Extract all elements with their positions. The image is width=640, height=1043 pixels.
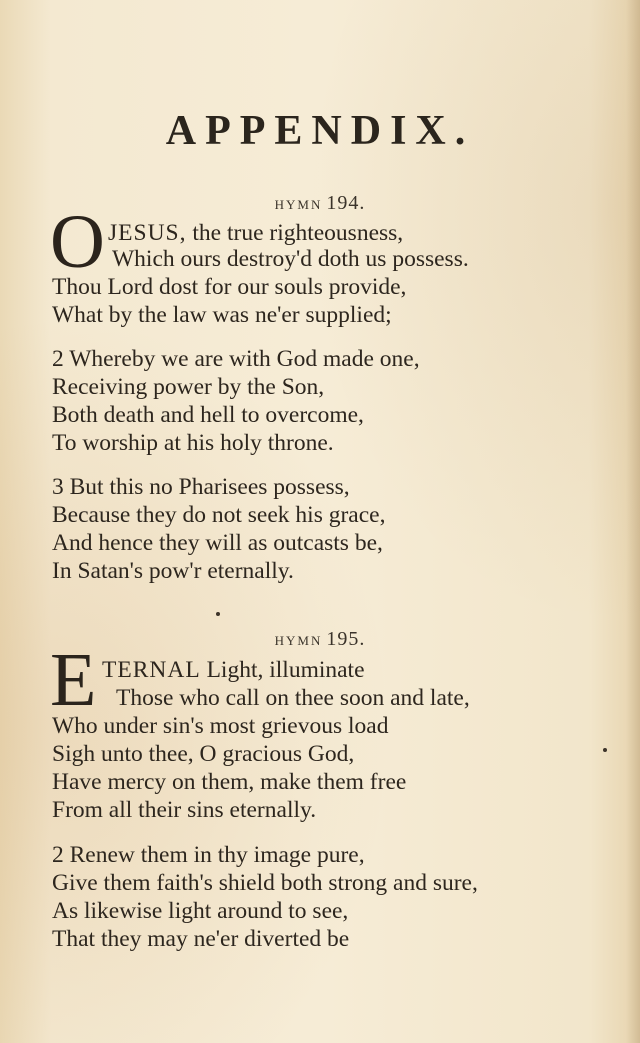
- hymn-195-line-5: Have mercy on them, make them free: [52, 769, 407, 795]
- hymn-number: 194.: [326, 192, 366, 214]
- hymn-195-line-2: Those who call on thee soon and late,: [116, 685, 470, 711]
- hymn-195-line-6: From all their sins eternally.: [52, 797, 317, 823]
- hymn-195-verse-2-line-4: That they may ne'er diverted be: [52, 926, 350, 952]
- ink-speck: [216, 612, 220, 616]
- hymn-194-verse-3-line-3: And hence they will as outcasts be,: [52, 530, 383, 556]
- hymn-number: 195.: [326, 628, 366, 650]
- hymn-195-heading: [0, 628, 640, 651]
- hymn-195-verse-2-line-1: 2 Renew them in thy image pure,: [52, 842, 365, 868]
- hymn-194-verse-2-line-1: 2 Whereby we are with God made one,: [52, 346, 420, 372]
- appendix-title: APPENDIX.: [165, 108, 475, 154]
- hymn-194-dropcap: O: [50, 200, 105, 284]
- hymn-195-line-1: [102, 656, 365, 684]
- hymn-195-verse-2-line-3: As likewise light around to see,: [52, 898, 349, 924]
- hymn-194-line-4: What by the law was ne'er supplied;: [52, 302, 392, 328]
- hymn-label: HYMN: [274, 197, 323, 212]
- hymn-194-line-3: Thou Lord dost for our souls provide,: [52, 274, 407, 300]
- hymn-194-verse-2-line-2: Receiving power by the Son,: [52, 374, 325, 400]
- ink-speck: [603, 748, 607, 752]
- hymn-195-dropcap: E: [50, 638, 97, 722]
- hymn-194-line-2: Which ours destroy'd doth us possess.: [112, 246, 469, 272]
- first-rest: the true righteousness,: [186, 220, 404, 246]
- hymn-194-verse-3-line-4: In Satan's pow'r eternally.: [52, 558, 294, 584]
- first-word: TERNAL: [102, 657, 201, 683]
- first-word: JESUS,: [108, 220, 187, 246]
- hymn-195-line-4: Sigh unto thee, O gracious God,: [52, 741, 355, 767]
- hymn-195-verse-2-line-2: Give them faith's shield both strong and sure,: [52, 870, 478, 896]
- hymn-195-line-3: Who under sin's most grievous load: [52, 713, 389, 739]
- hymn-194-verse-3-line-1: 3 But this no Pharisees possess,: [52, 474, 350, 500]
- first-rest: Light, illuminate: [200, 657, 365, 683]
- hymn-194-verse-2-line-3: Both death and hell to overcome,: [52, 402, 364, 428]
- hymn-194-verse-3-line-2: Because they do not seek his grace,: [52, 502, 386, 528]
- page-edge-shadow: [626, 0, 640, 1043]
- hymn-label: HYMN: [274, 633, 323, 648]
- hymn-194-line-1: [108, 219, 403, 247]
- hymn-194-verse-2-line-4: To worship at his holy throne.: [52, 430, 334, 456]
